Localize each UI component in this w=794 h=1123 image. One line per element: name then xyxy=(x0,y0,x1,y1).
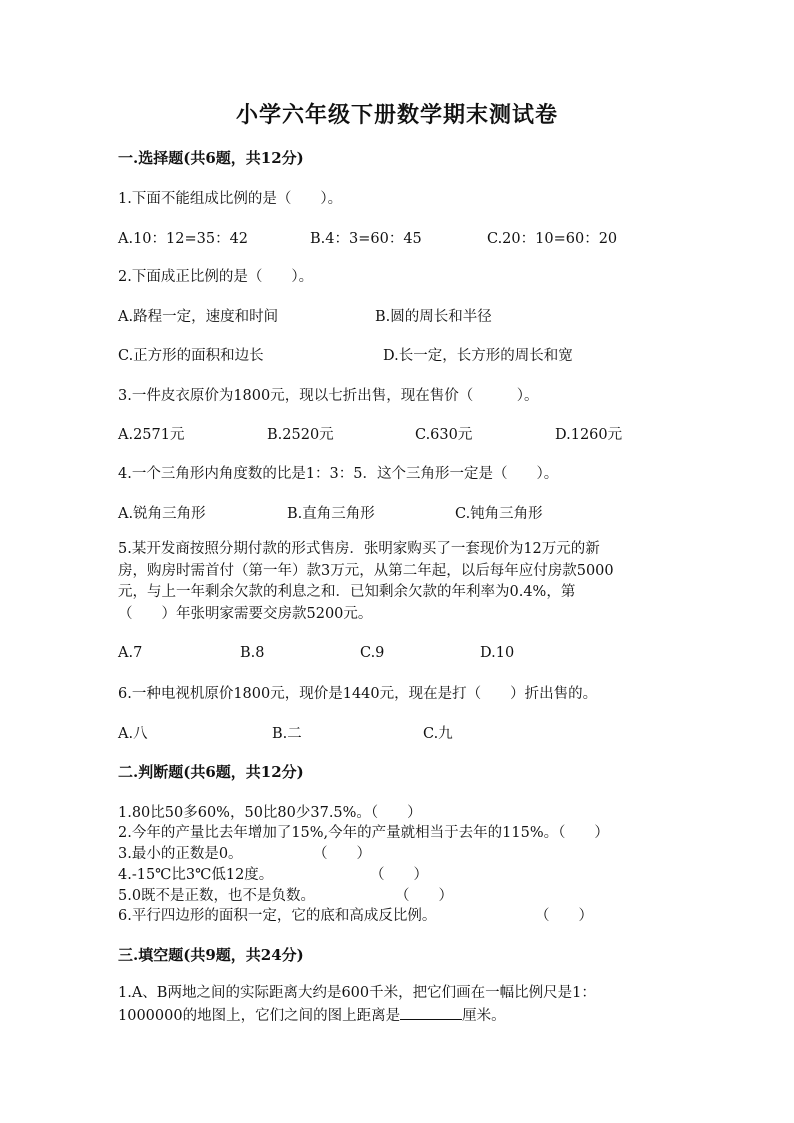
option-a: A.7 xyxy=(118,645,143,661)
option-b: B.4：3=60：45 xyxy=(310,231,422,247)
judge-item: 5.0既不是正数，也不是负数。 xyxy=(118,888,316,904)
answer-bracket: （ ） xyxy=(535,908,593,924)
judge-item: 6.平行四边形的面积一定，它的底和高成反比例。 xyxy=(118,908,437,924)
stem-line: 元，与上一年剩余欠款的利息之和．已知剩余欠款的年利率为0.4%，第 xyxy=(118,584,576,600)
judge-item: 1.80比50多60%，50比80少37.5%。（ ） xyxy=(118,805,422,821)
answer-bracket: （ ） xyxy=(395,888,453,904)
section-heading-fill: 三.填空题(共9题，共24分) xyxy=(118,946,304,964)
stem-line xyxy=(118,1005,674,1028)
stem-line: 1.A、B两地之间的实际距离大约是600千米，把它们画在一幅比例尺是1： xyxy=(118,985,596,1001)
answer-blank[interactable] xyxy=(400,1005,462,1020)
stem-line: 房，购房时需首付（第一年）款3万元，从第二年起，以后每年应付房款5000 xyxy=(118,562,614,579)
judge-item: 2.今年的产量比去年增加了15%,今年的产量就相当于去年的115%。（ ） xyxy=(118,825,609,841)
option-b: B.8 xyxy=(240,645,265,661)
option-c: C.9 xyxy=(360,645,385,661)
option-c: C.630元 xyxy=(415,427,473,443)
option-b: B.二 xyxy=(272,726,302,742)
option-c: C.九 xyxy=(423,726,453,742)
option-a: A.锐角三角形 xyxy=(118,506,206,522)
option-c: C.正方形的面积和边长 xyxy=(118,348,264,364)
option-d: D.10 xyxy=(480,645,515,661)
option-a: A.10：12=35：42 xyxy=(118,231,249,247)
question-stem: 3.一件皮衣原价为1800元，现以七折出售，现在售价（ ）。 xyxy=(118,388,539,404)
option-b: B.圆的周长和半径 xyxy=(375,309,492,325)
question-stem: 2.下面成正比例的是（ ）。 xyxy=(118,269,314,285)
answer-bracket: （ ） xyxy=(313,846,371,862)
option-a: A.八 xyxy=(118,726,148,742)
judge-item: 4.-15℃比3℃低12度。 xyxy=(118,867,274,883)
option-c: C.20：10=60：20 xyxy=(487,231,618,247)
fill-question xyxy=(118,983,674,1027)
stem-line: 5.某开发商按照分期付款的形式售房．张明家购买了一套现价为12万元的新 xyxy=(118,541,600,557)
stem-text: 厘米。 xyxy=(462,1007,506,1024)
option-b: B.2520元 xyxy=(267,427,334,443)
page-title: 小学六年级下册数学期末测试卷 xyxy=(235,102,558,128)
option-a: A.路程一定，速度和时间 xyxy=(118,309,279,325)
section-heading-choice: 一.选择题(共6题，共12分) xyxy=(118,149,304,167)
section-heading-judge: 二.判断题(共6题，共12分) xyxy=(118,763,304,781)
stem-line: （ ）年张明家需要交房款5200元。 xyxy=(118,605,373,622)
option-a: A.2571元 xyxy=(118,427,185,443)
question-stem: 1.下面不能组成比例的是（ ）。 xyxy=(118,191,343,207)
answer-bracket: （ ） xyxy=(370,867,428,883)
option-d: D.1260元 xyxy=(555,427,623,443)
stem-text: 1000000的地图上，它们之间的图上距离是 xyxy=(118,1007,401,1024)
option-d: D.长一定，长方形的周长和宽 xyxy=(383,348,573,364)
question-stem-multiline xyxy=(118,539,674,625)
option-b: B.直角三角形 xyxy=(287,506,375,522)
option-c: C.钝角三角形 xyxy=(455,506,543,522)
question-stem: 6.一种电视机原价1800元，现价是1440元，现在是打（ ）折出售的。 xyxy=(118,686,598,702)
question-stem: 4.一个三角形内角度数的比是1：3：5．这个三角形一定是（ ）。 xyxy=(118,466,559,482)
judge-item: 3.最小的正数是0。 xyxy=(118,846,243,862)
